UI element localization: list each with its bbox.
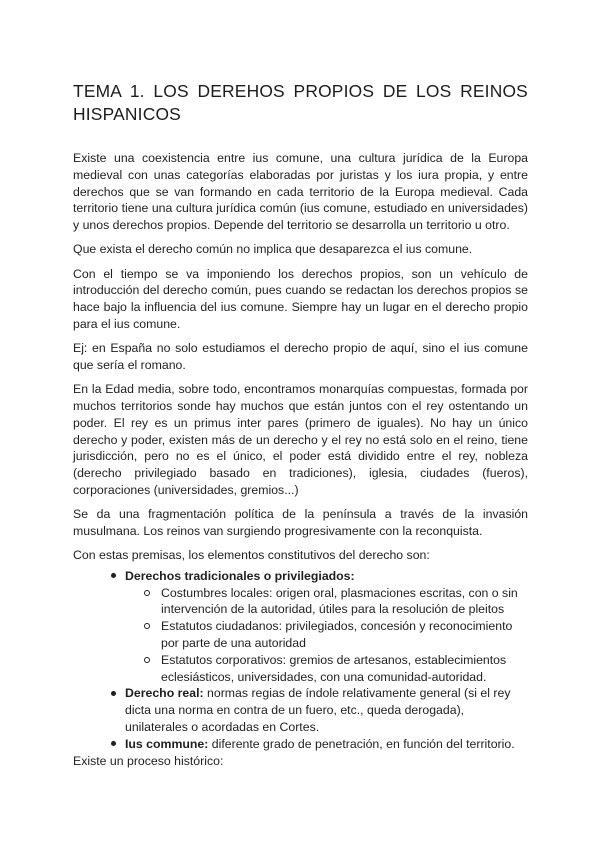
paragraph: Con estas premisas, los elementos constitutivos del derecho son:: [73, 548, 430, 563]
closing-line: Existe un proceso histórico:: [73, 753, 224, 768]
paragraph: Existe una coexistencia entre ius comune, una cultura jurídica de la Europa medieval con unas categorías elaboradas por juristas y los iura propia, y entre derechos que se van formando en cada territorio de la Europa medieval. Cada territorio tiene una cultura jurídica común (ius comune, estudiado en universidades) y unos derechos propios. Depende del territorio se desarrolla un territorio u otro.: [73, 151, 528, 233]
bullet-disc-icon: [111, 741, 116, 746]
list-item-heading: Derecho real:: [125, 686, 204, 701]
bullet-circle-icon: [144, 657, 150, 663]
sub-list-item: [125, 618, 528, 652]
sub-list-item: [125, 585, 528, 619]
document-body: [73, 150, 528, 777]
list-item: [73, 685, 528, 735]
list-item-text: normas regias de índole relativamente general (si el rey dicta una norma en contra de un fuero, etc., queda derogada), unilaterales o acordadas en Cortes.: [125, 686, 511, 735]
sub-list-item-text: Estatutos ciudadanos: privilegiados, concesión y reconocimiento por parte de una autoridad: [161, 619, 513, 651]
list-item-heading: Derechos tradicionales o privilegiados:: [125, 568, 355, 583]
list-item: [73, 568, 528, 686]
paragraph: En la Edad media, sobre todo, encontramos monarquías compuestas, formada por muchos territorios sonde hay muchos que están juntos con el rey ostentando un poder. El rey es un primus inter pares (primero de iguales). No hay un único derecho y poder, existen más de un derecho y el rey no está solo en el reino, tiene jurisdicción, pero no es el único, el poder está dividido entre el rey, nobleza (derecho privilegiado basado en tradiciones), iglesia, ciudades (fueros), corporaciones (universidades, gremios...): [73, 382, 528, 497]
paragraph: Con el tiempo se va imponiendo los derechos propios, son un vehículo de introducción del derecho común, pues cuando se redactan los derechos propios se hace bajo la influencia del ius comune. Siempre hay un lugar en el derecho propio para el ius comune.: [73, 266, 528, 331]
document-title: TEMA 1. LOS DEREHOS PROPIOS DE LOS REINOS HISPANICOS: [73, 81, 528, 124]
paragraph: Se da una fragmentación política de la península a través de la invasión musulmana. Los reinos van surgiendo progresivamente con la reconquista.: [73, 507, 528, 538]
sub-list: [125, 585, 528, 686]
sub-list-item: [125, 652, 528, 686]
sub-list-item-text: Costumbres locales: origen oral, plasmaciones escritas, con o sin intervención de la autoridad, útiles para la resolución de pleitos: [161, 585, 518, 617]
bullet-disc-icon: [111, 691, 116, 696]
bullet-circle-icon: [144, 590, 150, 596]
bullet-circle-icon: [144, 623, 150, 629]
paragraph: Ej: en España no solo estudiamos el derecho propio de aquí, sino el ius comune que sería el romano.: [73, 341, 528, 372]
sub-list-item-text: Estatutos corporativos: gremios de artesanos, establecimientos eclesiásticos, universidades, con una comunidad-autoridad.: [161, 652, 507, 684]
bullet-disc-icon: [111, 573, 116, 578]
list-item-text: diferente grado de penetración, en función del territorio.: [208, 736, 515, 751]
paragraph: Que exista el derecho común no implica que desaparezca el ius comune.: [73, 242, 473, 257]
list-item: [73, 736, 528, 753]
bulleted-list: [73, 568, 528, 753]
list-item-heading: Ius commune:: [125, 736, 209, 751]
